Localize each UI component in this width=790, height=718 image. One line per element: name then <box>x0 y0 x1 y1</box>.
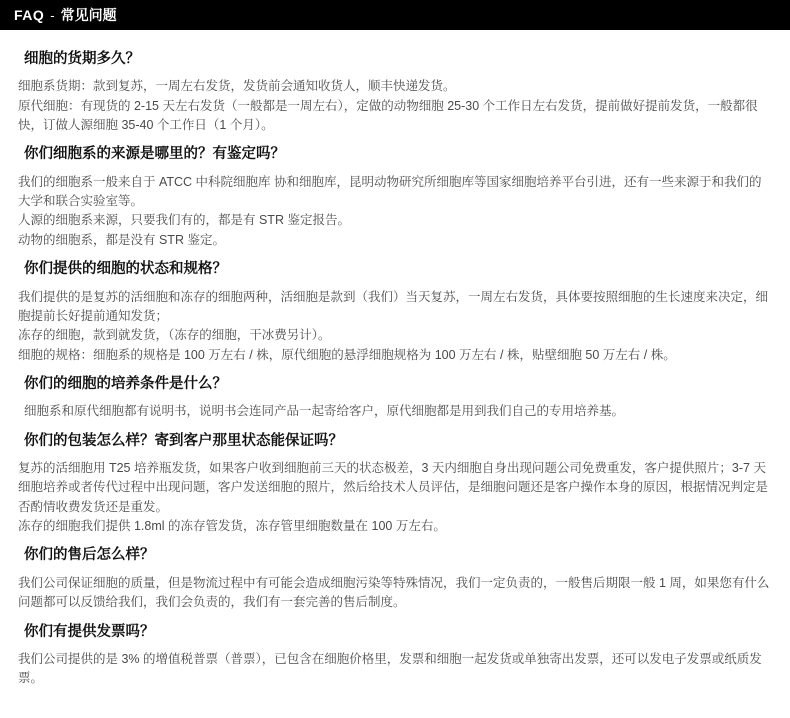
faq-answer-line: 我们提供的是复苏的活细胞和冻存的细胞两种，活细胞是款到（我们）当天复苏，一周左右发货，具体要按照细胞的生长速度来决定，细胞提前长好提前通知发货； <box>18 289 769 323</box>
faq-answer-line: 细胞的规格：细胞系的规格是 100 万左右 / 株，原代细胞的悬浮细胞规格为 100 万左右 / 株，贴壁细胞 50 万左右 / 株。 <box>18 347 676 362</box>
faq-question: 你们的细胞的培养条件是什么？ <box>24 376 227 393</box>
faq-answer-line: 复苏的活细胞用 T25 培养瓶发货，如果客户收到细胞前三天的状态极差，3 天内细胞自身出现问题公司免费重发，客户提供照片；3-7 天细胞培养或者传代过程中出现问题，客户发送细胞的照片，然后给技术人员评估，是细胞问题还是客户操作本身的原因，根据情况判定是否酌情收费发货还是重发。 <box>18 460 769 514</box>
faq-answer-line: 冻存的细胞我们提供 1.8ml 的冻存管发货，冻存管里细胞数量在 100 万左右。 <box>18 519 446 534</box>
faq-answer-line: 人源的细胞系来源，只要我们有的，都是有 STR 鉴定报告。 <box>18 213 350 228</box>
faq-answer <box>18 288 772 366</box>
page-header <box>0 0 790 30</box>
faq-item <box>18 374 772 422</box>
faq-answer-line: 我们的细胞系一般来自于 ATCC 中科院细胞库 协和细胞库，昆明动物研究所细胞库等国家细胞培养平台引进，还有一些来源于和我们的大学和联合实验室等。 <box>18 174 762 209</box>
faq-question: 你们的包装怎么样？寄到客户那里状态能保证吗？ <box>24 432 343 449</box>
faq-answer <box>18 574 772 613</box>
header-separator: - <box>50 7 55 23</box>
faq-answer-line: 我们公司保证细胞的质量，但是物流过程中有可能会造成细胞污染等特殊情况，我们一定负责的，一般售后期限一般 1 周，如果您有什么问题都可以反馈给我们，我们会负责的，我们有一套完善的售后制度。 <box>18 575 770 610</box>
faq-item <box>18 622 772 689</box>
faq-answer-line: 原代细胞：有现货的 2-15 天左右发货（一般都是一周左右），定做的动物细胞 25-30 个工作日左右发货，提前做好提前发货，一般都很快，订做人源细胞 35-40 个工作日（1 个月）。 <box>18 98 758 133</box>
faq-answer <box>24 402 772 421</box>
faq-answer <box>18 173 772 251</box>
faq-question: 你们细胞系的来源是哪里的？有鉴定吗？ <box>24 146 285 163</box>
faq-item <box>18 431 772 537</box>
faq-item <box>18 259 772 365</box>
faq-answer <box>18 77 772 135</box>
faq-item <box>18 144 772 250</box>
header-title: FAQ <box>14 7 45 23</box>
faq-item <box>18 49 772 135</box>
faq-question: 你们有提供发票吗？ <box>24 623 155 640</box>
faq-answer-line: 我们公司提供的是 3% 的增值税普票（普票），已包含在细胞价格里，发票和细胞一起发货或单独寄出发票，还可以发电子发票或纸质发票。 <box>18 651 762 686</box>
faq-question: 细胞的货期多久？ <box>24 51 140 67</box>
faq-item <box>18 545 772 612</box>
faq-answer-line: 细胞系货期：款到复苏，一周左右发货，发货前会通知收货人，顺丰快递发货。 <box>18 79 456 94</box>
faq-answer-line: 冻存的细胞，款到就发货，（冻存的细胞，干冰费另计）。 <box>18 328 331 343</box>
faq-list <box>0 30 790 689</box>
faq-answer <box>18 459 772 537</box>
header-subtitle: 常见问题 <box>60 7 117 23</box>
faq-answer <box>18 650 772 689</box>
faq-answer-line: 动物的细胞系，都是没有 STR 鉴定。 <box>18 232 225 247</box>
faq-question: 你们提供的细胞的状态和规格？ <box>24 261 227 278</box>
faq-answer-line: 细胞系和原代细胞都有说明书，说明书会连同产品一起寄给客户，原代细胞都是用到我们自己的专用培养基。 <box>24 404 625 419</box>
faq-question: 你们的售后怎么样？ <box>24 547 155 564</box>
